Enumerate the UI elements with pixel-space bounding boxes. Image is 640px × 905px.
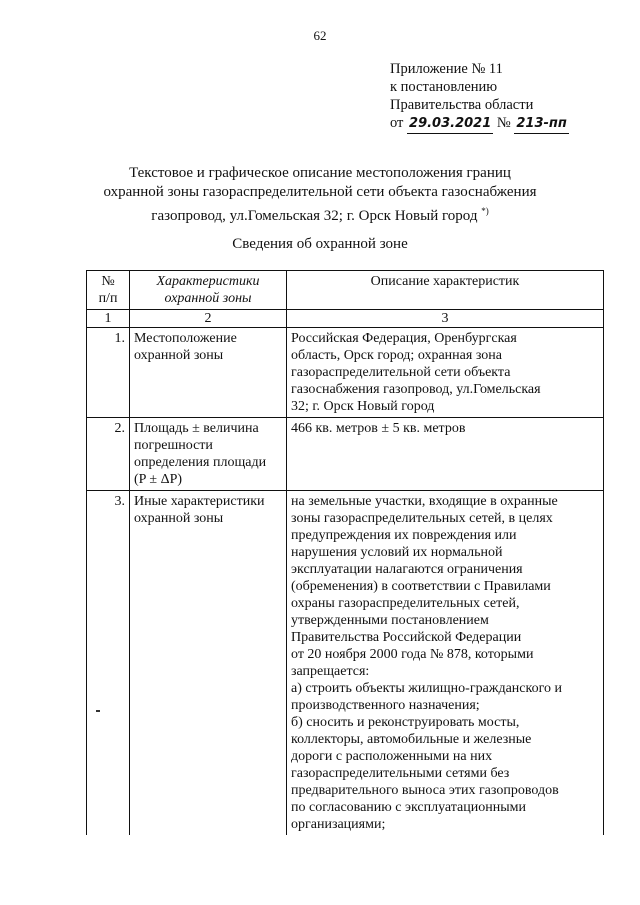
appendix-date-line (390, 114, 569, 134)
row-description (287, 491, 604, 836)
header-characteristics-line2: охранной зоны (164, 291, 252, 306)
desc-line: б) сносить и реконструировать мосты, (291, 715, 520, 730)
desc-line: коллекторы, автомобильные и железные (291, 732, 532, 747)
title-line-3-text: газопровод, ул.Гомельская 32; г. Орск Новый город (151, 208, 478, 224)
row-number: 2. (87, 418, 130, 491)
desc-line: Правительства Российской Федерации (291, 630, 522, 645)
desc-line: от 20 ноября 2000 года № 878, которыми (291, 647, 534, 662)
desc-line: по согласованию с эксплуатационными (291, 800, 526, 815)
desc-line: дороги с расположенными на них (291, 749, 493, 764)
title-line-2: охранной зоны газораспределительной сети объекта газоснабжения (103, 184, 537, 200)
desc-line: охраны газораспределительных сетей, (291, 596, 520, 611)
char-line: Местоположение (134, 331, 237, 346)
desc-line: предварительного выноса этих газопроводов (291, 783, 559, 798)
desc-line: газоснабжения газопровод, ул.Гомельская (291, 382, 541, 397)
row-characteristic (130, 328, 287, 418)
desc-line: запрещается: (291, 664, 370, 679)
from-label: от (390, 115, 404, 131)
document-title (0, 164, 640, 226)
handwritten-date: 29.03.2021 (407, 115, 493, 134)
header-number-line2: п/п (98, 291, 118, 306)
row-description (287, 328, 604, 418)
scan-speck (96, 710, 100, 712)
char-line: Иные характеристики (134, 494, 265, 509)
table-row (87, 491, 604, 836)
desc-line: Российская Федерация, Оренбургская (291, 331, 517, 346)
header-number-line1: № (101, 274, 115, 289)
index-cell: 1 (87, 310, 130, 328)
char-line: определения площади (134, 455, 267, 470)
appendix-block (390, 60, 569, 134)
index-cell: 2 (130, 310, 287, 328)
desc-line: на земельные участки, входящие в охранные (291, 494, 558, 509)
char-line: Площадь ± величина (134, 421, 259, 436)
desc-line: организациями; (291, 817, 386, 832)
desc-line: производственного назначения; (291, 698, 480, 713)
desc-line: а) строить объекты жилищно-гражданского и (291, 681, 562, 696)
row-number: 3. (87, 491, 130, 836)
zone-info-table (86, 270, 604, 835)
table-row (87, 328, 604, 418)
desc-line: предупреждения их повреждения или (291, 528, 517, 543)
char-line: (P ± ΔP) (134, 472, 183, 487)
appendix-line-3: Правительства области (390, 97, 534, 113)
desc-line: газораспределительной сети объекта (291, 365, 511, 380)
row-number: 1. (87, 328, 130, 418)
section-subtitle: Сведения об охранной зоне (232, 236, 408, 252)
desc-line: утвержденными постановлением (291, 613, 489, 628)
table-header-row (87, 271, 604, 310)
appendix-line-2: к постановлению (390, 79, 498, 95)
desc-line: газораспределительными сетями без (291, 766, 510, 781)
header-characteristics (130, 271, 287, 310)
row-description (287, 418, 604, 491)
desc-line: зоны газораспределительных сетей, в целях (291, 511, 553, 526)
char-line: охранной зоны (134, 348, 224, 363)
char-line: охранной зоны (134, 511, 224, 526)
desc-line: нарушения условий их нормальной (291, 545, 503, 560)
desc-line: область, Орск город; охранная зона (291, 348, 502, 363)
row-characteristic (130, 418, 287, 491)
char-line: погрешности (134, 438, 213, 453)
handwritten-number: 213-пп (514, 115, 569, 134)
table-row (87, 418, 604, 491)
header-number (87, 271, 130, 310)
title-line-3 (0, 202, 640, 226)
row-characteristic (130, 491, 287, 836)
desc-line: 32; г. Орск Новый город (291, 399, 435, 414)
header-characteristics-line1: Характеристики (156, 274, 260, 289)
footnote-mark: *) (481, 206, 489, 216)
desc-line: эксплуатации налагаются ограничения (291, 562, 523, 577)
number-label: № (496, 115, 511, 131)
desc-line: 466 кв. метров ± 5 кв. метров (291, 421, 466, 436)
index-cell: 3 (287, 310, 604, 328)
appendix-title: Приложение № 11 (390, 61, 503, 77)
table-index-row (87, 310, 604, 328)
title-line-1: Текстовое и графическое описание местоположения границ (129, 165, 511, 181)
page-number: 62 (313, 28, 327, 43)
desc-line: (обременения) в соответствии с Правилами (291, 579, 551, 594)
header-description: Описание характеристик (287, 271, 604, 310)
